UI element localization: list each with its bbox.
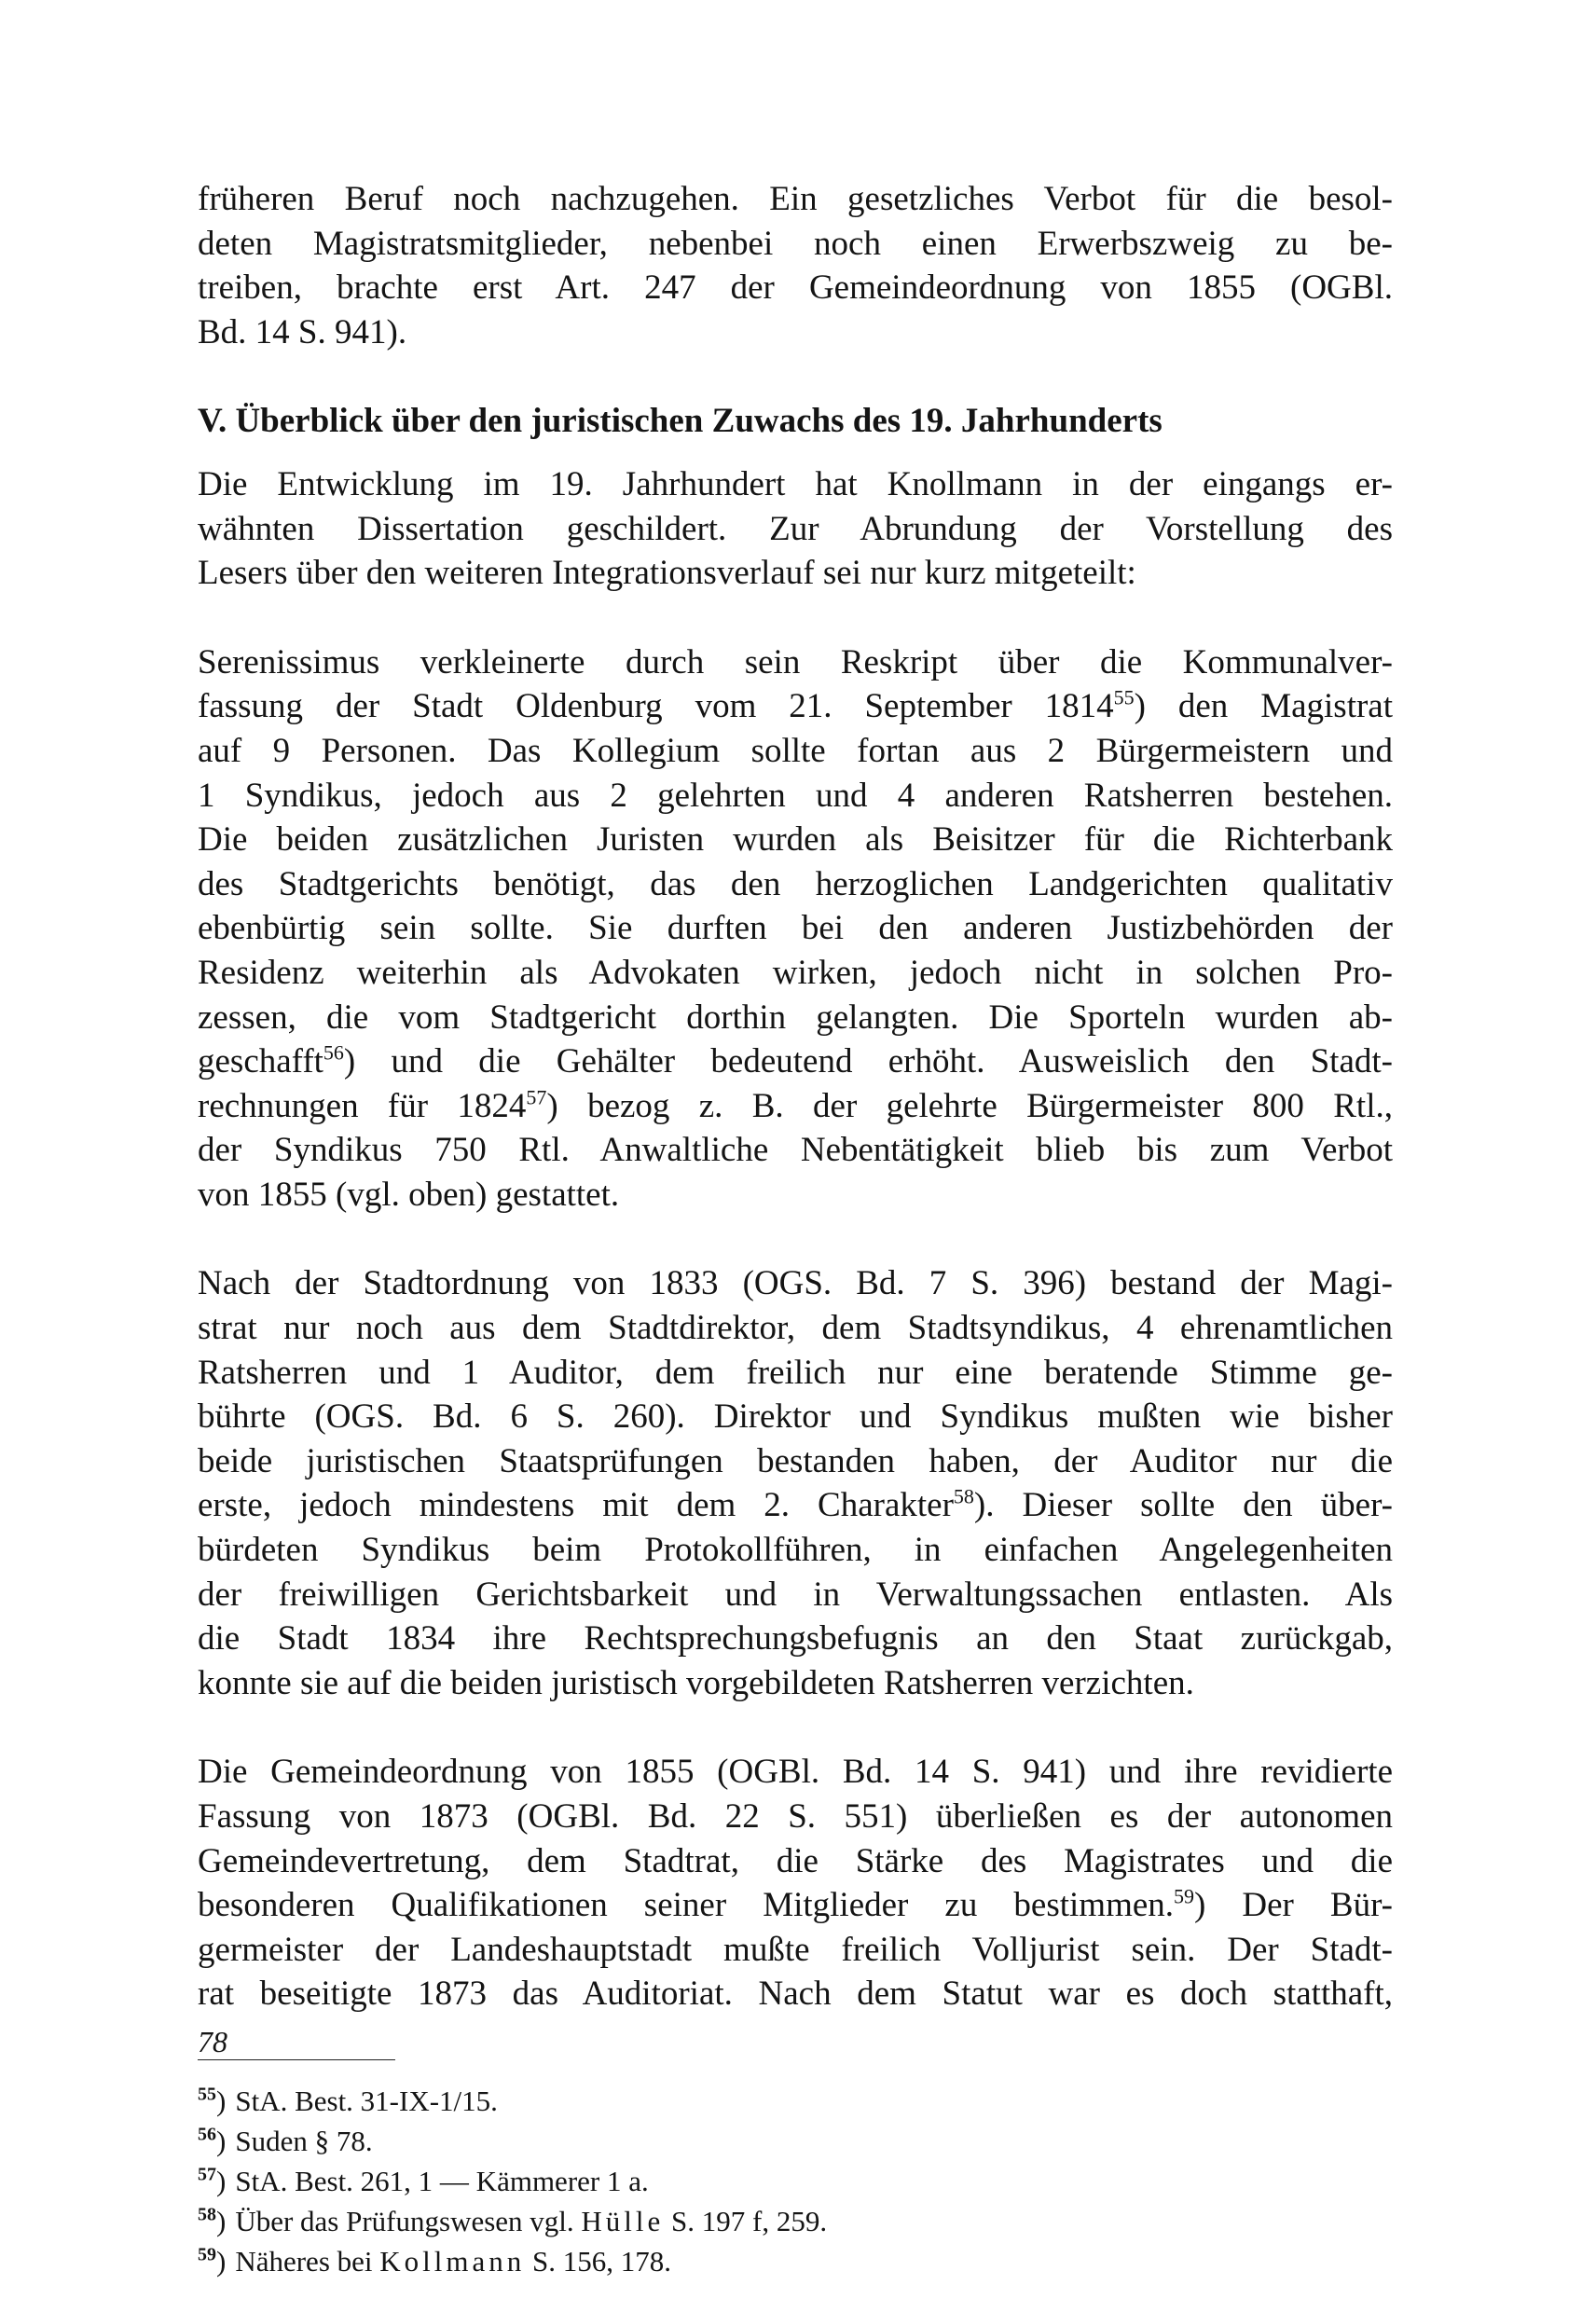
text-line: Ratsherren und 1 Auditor, dem freilich nur eine beratende Stimme ge-	[198, 1353, 1393, 1392]
text-line: Lesers über den weiteren Integrationsverlauf sei nur kurz mitgeteilt:	[198, 554, 1136, 593]
footnote-59: $^{59}$) Näheres bei Kollmann S. 156, 178.	[198, 2244, 672, 2278]
text-line: auf 9 Personen. Das Kollegium sollte fortan aus 2 Bürgermeistern und	[198, 731, 1393, 770]
footnote-number: 58	[198, 2204, 216, 2225]
paragraph-stadtordnung	[198, 1261, 1393, 1705]
text-line: 1 Syndikus, jedoch aus 2 gelehrten und 4 anderen Ratsherren bestehen.	[198, 776, 1393, 815]
footnote-number: 55	[198, 2084, 216, 2105]
author-name: Hülle	[581, 2204, 665, 2237]
text-line: ebenbürtig sein sollte. Sie durften bei den anderen Justizbehörden der	[198, 909, 1393, 948]
paragraph-intro	[198, 177, 1393, 354]
text-line: Fassung von 1873 (OGBl. Bd. 22 S. 551) überließen es der autonomen	[198, 1797, 1393, 1836]
paragraph-development	[198, 462, 1393, 596]
text-line: der freiwilligen Gerichtsbarkeit und in Verwaltungssachen entlasten. Als	[198, 1575, 1393, 1614]
footnote-reference: 56	[323, 1040, 344, 1065]
footnote-56: $^{56}$) Suden § 78.	[198, 2124, 373, 2157]
footnote-reference: 55	[1113, 686, 1135, 710]
text-line: konnte sie auf die beiden juristisch vorgebildeten Ratsherren verzichten.	[198, 1663, 1194, 1702]
footnotes	[198, 2081, 1393, 2281]
text-line: bührte (OGS. Bd. 6 S. 260). Direktor und Syndikus mußten wie bisher	[198, 1397, 1393, 1437]
footnote-58: $^{58}$) Über das Prüfungswesen vgl. Hülle S. 197 f, 259.	[198, 2204, 828, 2237]
text-line: Residenz weiterhin als Advokaten wirken, jedoch nicht in solchen Pro-	[198, 953, 1393, 992]
text-line: beide juristischen Staatsprüfungen bestanden haben, der Auditor nur die	[198, 1441, 1393, 1480]
text-line: strat nur noch aus dem Stadtdirektor, dem Stadtsyndikus, 4 ehrenamtlichen	[198, 1309, 1393, 1348]
text-line: Die beiden zusätzlichen Juristen wurden als Beisitzer für die Richterbank	[198, 820, 1393, 860]
footnote-57: $^{57}$) StA. Best. 261, 1 — Kämmerer 1 a.	[198, 2164, 649, 2197]
author-name: Kollmann	[379, 2244, 526, 2278]
text-line: von 1855 (vgl. oben) gestattet.	[198, 1175, 620, 1214]
text-line: geschafft$^{56}$) und die Gehälter bedeutend erhöht. Ausweislich den Stadt-	[198, 1040, 1393, 1081]
text-line: besonderen Qualifikationen seiner Mitglieder zu bestimmen.$^{59}$) Der Bür-	[198, 1884, 1393, 1925]
text-line: wähnten Dissertation geschildert. Zur Abrundung der Vorstellung des	[198, 509, 1393, 548]
text-line: zessen, die vom Stadtgericht dorthin gelangten. Die Sporteln wurden ab-	[198, 998, 1393, 1037]
text-line: früheren Beruf noch nachzugehen. Ein gesetzliches Verbot für die besol-	[198, 180, 1393, 218]
text-line: fassung der Stadt Oldenburg vom 21. September 1814$^{55}$) den Magistrat	[198, 686, 1393, 726]
text-line: germeister der Landeshauptstadt mußte freilich Volljurist sein. Der Stadt-	[198, 1930, 1393, 1969]
book-page	[198, 177, 1393, 2281]
text-line: bürdeten Syndikus beim Protokollführen, in einfachen Angelegenheiten	[198, 1531, 1393, 1570]
text-line: treiben, brachte erst Art. 247 der Gemeindeordnung von 1855 (OGBl.	[198, 268, 1393, 308]
text-line: Die Gemeindeordnung von 1855 (OGBl. Bd. 14 S. 941) und ihre revidierte	[198, 1753, 1393, 1792]
text-line: deten Magistratsmitglieder, nebenbei noch einen Erwerbszweig zu be-	[198, 224, 1393, 263]
paragraph-gemeindeordnung	[198, 1750, 1393, 2016]
text-line: Die Entwicklung im 19. Jahrhundert hat Knollmann in der eingangs er-	[198, 464, 1393, 503]
footnote-number: 56	[198, 2124, 216, 2145]
text-line: der Syndikus 750 Rtl. Anwaltliche Nebentätigkeit blieb bis zum Verbot	[198, 1131, 1393, 1170]
text-line: Nach der Stadtordnung von 1833 (OGS. Bd. 7 S. 396) bestand der Magi-	[198, 1264, 1393, 1303]
page-number: 78	[198, 2025, 227, 2058]
text-line: Serenissimus verkleinerte durch sein Reskript über die Kommunalver-	[198, 642, 1393, 681]
footnote-reference: 59	[1174, 1884, 1195, 1908]
text-line: Gemeindevertretung, dem Stadtrat, die Stärke des Magistrates und die	[198, 1841, 1393, 1880]
section-heading: V. Überblick über den juristischen Zuwachs des 19. Jahrhunderts	[198, 402, 1163, 441]
footnote-reference: 57	[526, 1085, 547, 1109]
text-line: Bd. 14 S. 941).	[198, 312, 407, 351]
text-line: rat beseitigte 1873 das Auditoriat. Nach dem Statut war es doch statthaft,	[198, 1975, 1393, 2014]
text-line: rechnungen für 1824$^{57}$) bezog z. B. der gelehrte Bürgermeister 800 Rtl.,	[198, 1085, 1393, 1125]
footnote-divider	[198, 2059, 395, 2060]
text-line: des Stadtgerichts benötigt, das den herzoglichen Landgerichten qualitativ	[198, 864, 1393, 903]
footnote-reference: 58	[953, 1485, 974, 1509]
footnote-number: 57	[198, 2164, 216, 2185]
paragraph-serenissimus	[198, 640, 1393, 1218]
footnote-55: $^{55}$) StA. Best. 31-IX-1/15.	[198, 2084, 498, 2117]
footnote-number: 59	[198, 2244, 216, 2265]
text-line: die Stadt 1834 ihre Rechtsprechungsbefugnis an den Staat zurückgab,	[198, 1619, 1393, 1658]
text-line: erste, jedoch mindestens mit dem 2. Charakter$^{58}$). Dieser sollte den über-	[198, 1485, 1393, 1525]
